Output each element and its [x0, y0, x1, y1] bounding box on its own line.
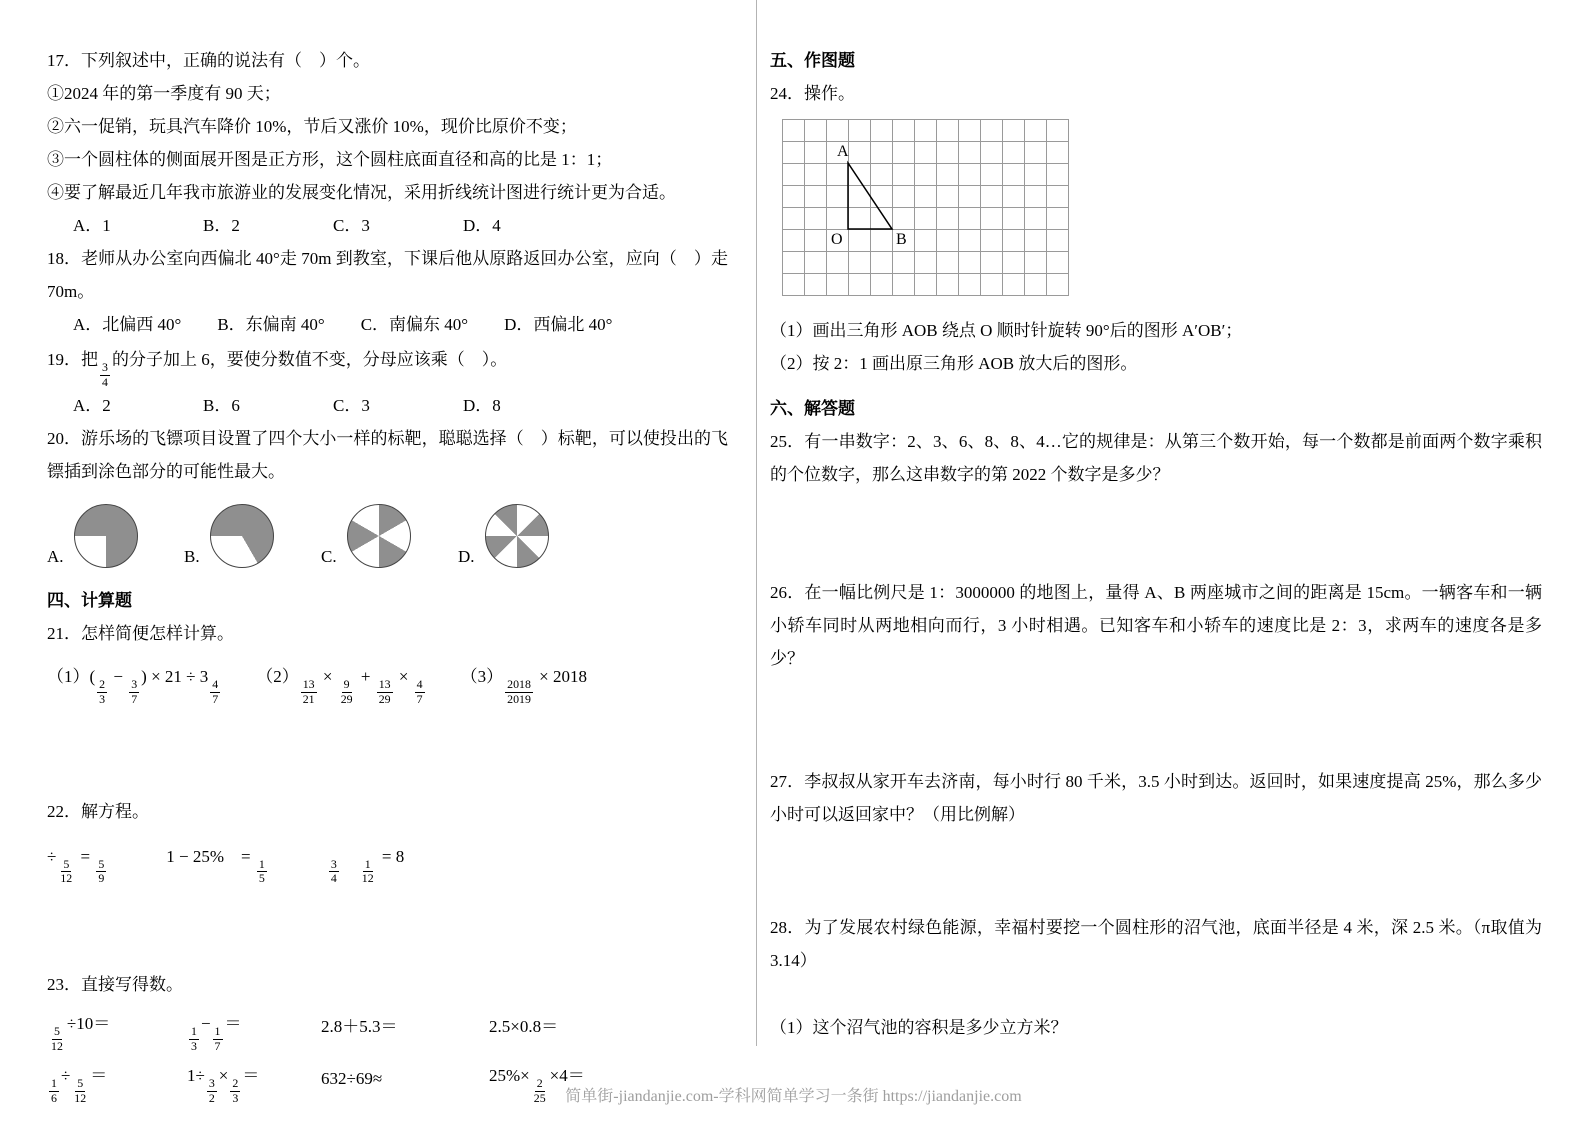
section-5-title: 五、作图题: [770, 51, 855, 70]
q23-item-3: 2.8＋5.3＝: [321, 1017, 398, 1037]
q20-targets: [47, 498, 728, 568]
q24-stem: 24．操作。: [770, 84, 855, 103]
q18-stem: 18．老师从办公室向西偏北 40°走 70m 到教室，下课后他从原路返回办公室，应向（ ）走 70m。: [47, 249, 728, 301]
footer-watermark: 简单街-jiandanjie.com-学科网简单学习一条街 https://jiandanjie.com: [565, 1088, 1022, 1105]
q21-expression-1: （1）( $\frac{2}{3}$ − $\frac{3}{7}$ ) × 21 ÷ 3 $\frac{4}{7}$: [47, 667, 219, 706]
q17-stem: 17．下列叙述中，正确的说法有（ ）个。: [47, 51, 370, 70]
q20-target-c: [321, 504, 458, 568]
q20-target-d: [458, 504, 595, 568]
q22-stem: 22．解方程。: [47, 801, 149, 821]
q18-option-b: B．东偏南 40°: [217, 315, 325, 334]
q23-item-7: 632÷69≈: [321, 1069, 383, 1089]
q18-option-a: A．北偏西 40°: [73, 315, 182, 334]
q17-statement-2: ②六一促销，玩具汽车降价 10%，节后又涨价 10%，现价比原价不变；: [47, 117, 577, 136]
q20-stem: 20．游乐场的飞镖项目设置了四个大小一样的标靶，聪聪选择（ ）标靶，可以使投出的飞镖插到涂色部分的可能性最大。: [47, 429, 728, 482]
q23-item-5: $\frac{1}{6}$ ÷ $\frac{5}{12}$ ＝: [51, 1066, 108, 1105]
q23-item-8: 25%× $\frac{2}{25}$ ×4＝: [489, 1066, 585, 1105]
q18-option-c: C．南偏东 40°: [360, 315, 469, 334]
q21-expression-3: （3） $\frac{2018}{2019}$ × 2018: [460, 667, 587, 706]
q17-option-c: C．3: [333, 216, 370, 235]
right-column: [757, 0, 1587, 1044]
target-d-pie-icon: [485, 504, 549, 568]
q22-equation-3: $\frac{3}{4}$ $\frac{1}{12}$ = 8: [330, 846, 405, 886]
section-6-title: 六、解答题: [770, 399, 855, 418]
section-4-title: 四、计算题: [47, 591, 132, 611]
q24-subquestion-1: （1）画出三角形 AOB 绕点 O 顺时针旋转 90°后的图形 A′OB′；: [770, 321, 1243, 340]
q20-target-b-label: B.: [184, 547, 200, 567]
q24-grid-figure: [782, 119, 1069, 296]
q19-option-b: B．6: [203, 396, 240, 416]
q20-target-a-label: A.: [47, 547, 64, 567]
q25-stem: 25．有一串数字：2、3、6、8、8、4…它的规律是：从第三个数开始，每一个数都是前面两个数字乘积的个位数字，那么这串数字的第 2022 个数字是多少？: [770, 432, 1542, 484]
q20-target-c-label: C.: [321, 547, 337, 567]
q17-statement-3: ③一个圆柱体的侧面展开图是正方形，这个圆柱底面直径和高的比是 1：1；: [47, 150, 613, 169]
left-column: [0, 0, 756, 1106]
q22-equation-2: 1 − 25% = $\frac{1}{5}$: [166, 846, 265, 886]
q20-target-d-label: D.: [458, 547, 475, 567]
point-a-label: A: [837, 143, 849, 160]
q17-statement-4: ④要了解最近几年我市旅游业的发展变化情况，采用折线统计图进行统计更为合适。: [47, 183, 676, 202]
point-b-label: B: [896, 231, 907, 248]
q19-option-d: D．8: [463, 396, 501, 416]
q17-option-b: B．2: [203, 216, 240, 235]
q26-stem: 26．在一幅比例尺是 1：3000000 的地图上，量得 A、B 两座城市之间的距离是 15cm。一辆客车和一辆小轿车同时从两地相向而行，3 小时相遇。已知客车和小轿车的速度比是 2：3，求两车的速度各是多少？: [770, 583, 1542, 668]
q28-subquestion-1: （1）这个沼气池的容积是多少立方米？: [770, 1018, 1068, 1037]
triangle-aob-figure: [782, 119, 1069, 296]
q19-option-a: A．2: [73, 396, 111, 416]
q21-expressions: [47, 654, 728, 706]
q22-equation-1: ÷ $\frac{5}{12}$ = $\frac{5}{9}$: [47, 846, 105, 886]
q21-expression-2: （2） $\frac{13}{21}$ × $\frac{9}{29}$ + $\frac{13}{29}$ × $\frac{4}{7}$: [256, 667, 423, 706]
q24-subquestion-2: （2）按 2：1 画出原三角形 AOB 放大后的图形。: [770, 354, 1138, 373]
q20-target-b: [184, 504, 321, 568]
q18-option-d: D．西偏北 40°: [504, 315, 613, 334]
q23-item-6: 1÷ $\frac{3}{2}$ × $\frac{2}{3}$ ＝: [187, 1066, 260, 1105]
q17-option-a: A．1: [73, 216, 111, 235]
q23-item-1: $\frac{5}{12}$ ÷10＝: [51, 1013, 111, 1053]
q19-stem: 19．把 $\frac{3}{4}$ 的分子加上 6，要使分数值不变，分母应该乘（ ）。: [47, 350, 508, 389]
target-b-pie-icon: [210, 504, 274, 568]
q23-item-4: 2.5×0.8＝: [489, 1017, 559, 1037]
q19-options: [47, 389, 728, 422]
q22-equations: [47, 834, 728, 886]
q27-stem: 27．李叔叔从家开车去济南，每小时行 80 千米，3.5 小时到达。返回时，如果速度提高 25%，那么多少小时可以返回家中？（用比例解）: [770, 772, 1542, 824]
q21-stem: 21．怎样简便怎样计算。: [47, 624, 234, 644]
q18-options: [47, 308, 728, 341]
q17-statement-1: ①2024 年的第一季度有 90 天；: [47, 84, 281, 103]
q28-stem: 28．为了发展农村绿色能源，幸福村要挖一个圆柱形的沼气池，底面半径是 4 米，深 2.5 米。（π取值为 3.14）: [770, 918, 1542, 970]
target-c-pie-icon: [347, 504, 411, 568]
point-o-label: O: [831, 231, 843, 248]
target-a-pie-icon: [74, 504, 138, 568]
q19-option-c: C．3: [333, 396, 370, 416]
q17-options: [47, 209, 728, 242]
triangle-aob: [848, 163, 892, 229]
q17-option-d: D．4: [463, 216, 501, 235]
q23-item-2: $\frac{1}{3}$ − $\frac{1}{7}$ ＝: [191, 1013, 242, 1053]
q23-row-1: [47, 1001, 728, 1053]
q20-target-a: [47, 504, 184, 568]
q23-stem: 23．直接写得数。: [47, 974, 183, 994]
